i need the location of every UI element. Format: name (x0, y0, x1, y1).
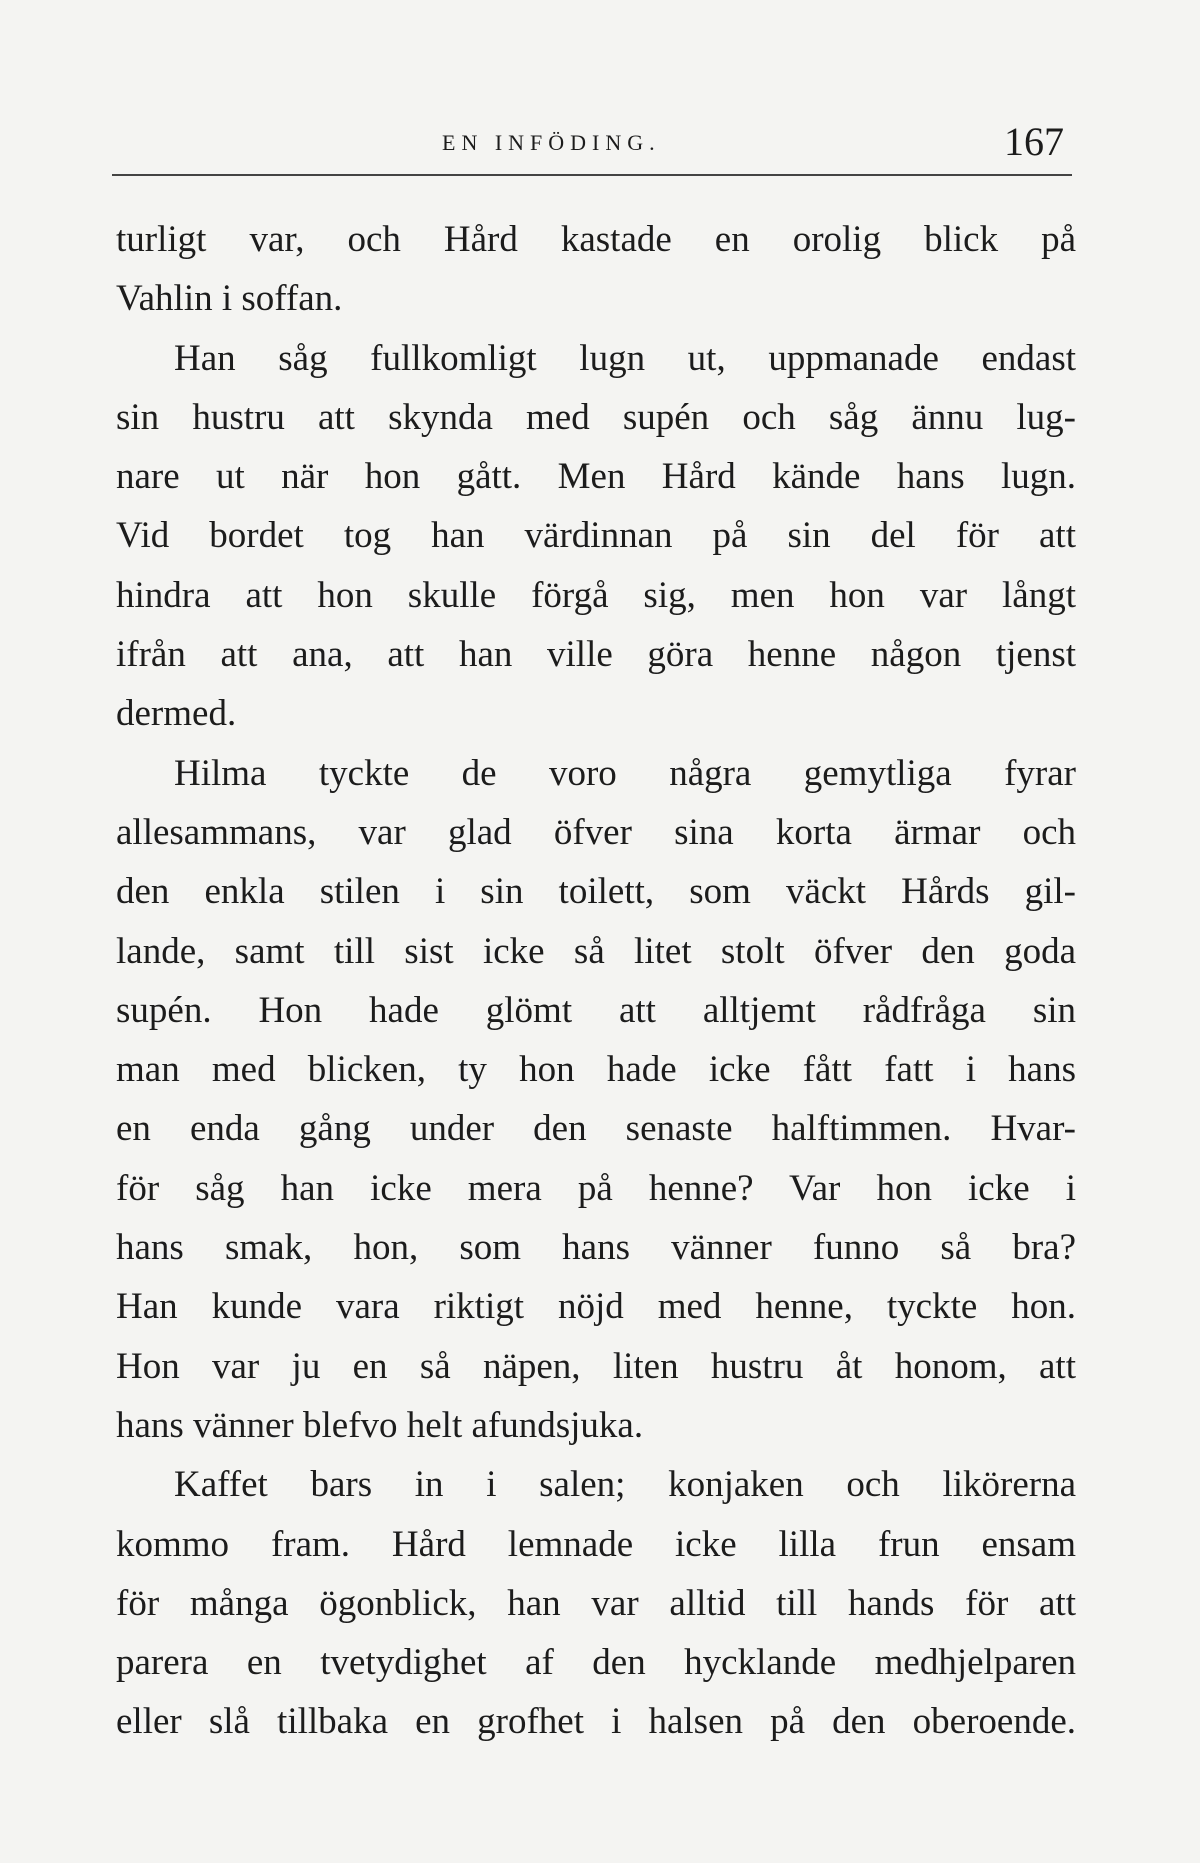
text-line: Hilma tyckte de voro några gemytliga fyrar (174, 752, 1076, 794)
text-line: dermed. (116, 693, 237, 735)
text-line: för många ögonblick, han var alltid till hands för att (116, 1582, 1076, 1624)
text-line: Vahlin i soffan. (116, 278, 343, 320)
text-line: allesammans, var glad öfver sina korta ärmar och (116, 811, 1076, 853)
text-line: man med blicken, ty hon hade icke fått fatt i hans (116, 1049, 1076, 1091)
text-line: den enkla stilen i sin toilett, som väckt Hårds gil- (116, 871, 1076, 913)
text-line: parera en tvetydighet af den hycklande medhjelparen (116, 1642, 1076, 1684)
text-line: nare ut när hon gått. Men Hård kände hans lugn. (116, 456, 1076, 498)
text-line: kommo fram. Hård lemnade icke lilla frun ensam (116, 1523, 1076, 1565)
text-line: turligt var, och Hård kastade en orolig blick på (116, 219, 1076, 260)
text-line: hindra att hon skulle förgå sig, men hon var långt (116, 574, 1076, 616)
page-number: 167 (1004, 119, 1064, 164)
text-line: Kaffet bars in i salen; konjaken och likörerna (174, 1464, 1076, 1506)
text-line: Han såg fullkomligt lugn ut, uppmanade endast (174, 337, 1076, 379)
text-line: lande, samt till sist icke så litet stolt öfver den goda (116, 930, 1076, 972)
text-line: hans smak, hon, som hans vänner funno så bra? (116, 1227, 1076, 1269)
body-text (116, 210, 1076, 1752)
text-line: hans vänner blefvo helt afundsjuka. (116, 1404, 644, 1446)
text-line: en enda gång under den senaste halftimmen. Hvar- (116, 1108, 1076, 1150)
running-head (112, 118, 1072, 178)
text-line: för såg han icke mera på henne? Var hon icke i (116, 1167, 1076, 1209)
header-rule (112, 174, 1072, 176)
text-line: Han kunde vara riktigt nöjd med henne, tyckte hon. (116, 1286, 1076, 1328)
text-line: supén. Hon hade glömt att alltjemt rådfråga sin (116, 989, 1076, 1031)
text-line: Vid bordet tog han värdinnan på sin del för att (116, 515, 1076, 557)
text-line: sin hustru att skynda med supén och såg ännu lug- (116, 396, 1076, 438)
text-line: eller slå tillbaka en grofhet i halsen på den oberoende. (116, 1701, 1076, 1743)
running-head-title: EN INFÖDING. (442, 130, 661, 155)
text-line: Hon var ju en så näpen, liten hustru åt honom, att (116, 1345, 1076, 1387)
text-line: ifrån att ana, att han ville göra henne någon tjenst (116, 634, 1076, 676)
